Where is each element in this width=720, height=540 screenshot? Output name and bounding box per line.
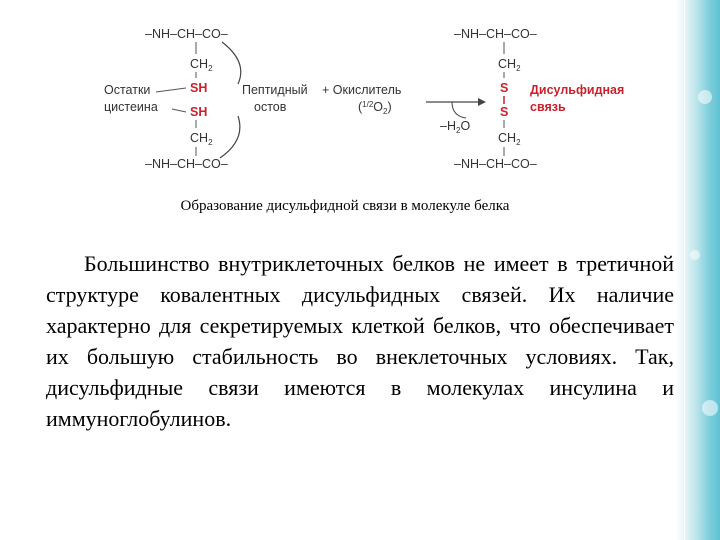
decorative-bubble [702, 400, 718, 416]
pointer-line [172, 109, 186, 112]
left-top-chain: –NH–CH–CO– [145, 27, 228, 41]
figure-caption: Образование дисульфидной связи в молекуле белка [180, 198, 510, 214]
body-paragraph: Большинство внутриклеточных белков не имеет в третичной структуре ковалентных дисульфидных связей. Их наличие характерно для секретируемых клеткой белков, что обеспечивает их большую стабильность во внеклеточных условиях. Так, дисульфидные связи имеются в молекулах инсулина и иммуноглобулинов. [46, 251, 674, 431]
decorative-side-panel [676, 0, 720, 540]
right-top-chain: –NH–CH–CO– [454, 27, 537, 41]
left-ch2-top: $CH_2$ [190, 57, 213, 73]
backbone-arrow-bottom [220, 116, 240, 158]
backbone-arrow-top [222, 42, 241, 84]
byproduct-label: $-H_2O$ [440, 119, 471, 135]
reaction-arrowhead [478, 98, 486, 106]
decorative-bubble [690, 250, 700, 260]
right-bottom-chain: –NH–CH–CO– [454, 157, 537, 171]
right-ch2-top: $CH_2$ [498, 57, 521, 73]
oxidant-formula: $(^{1/2}O_2)$ [358, 100, 392, 116]
cysteine-label-line1: Остатки [104, 83, 151, 97]
cysteine-label-line2: цистеина [104, 100, 158, 114]
backbone-label-line2: остов [254, 100, 287, 114]
decorative-line [684, 0, 685, 540]
pointer-line [156, 88, 186, 92]
left-sh-bottom: SH [190, 105, 208, 119]
oxidant-label: + Окислитель [322, 83, 402, 97]
byproduct-arrow [452, 102, 466, 118]
decorative-bubble [698, 90, 712, 104]
backbone-label-line1: Пептидный [242, 83, 308, 97]
left-bottom-chain: –NH–CH–CO– [145, 157, 228, 171]
right-ch2-bottom: $CH_2$ [498, 131, 521, 147]
disulfide-bond-diagram [90, 12, 650, 188]
right-s-top: S [500, 81, 509, 95]
disulfide-label-line2: связь [530, 100, 566, 114]
left-ch2-bottom: $CH_2$ [190, 131, 213, 147]
disulfide-label-line1: Дисульфидная [530, 83, 625, 97]
right-s-bottom: S [500, 105, 509, 119]
left-sh-top: SH [190, 81, 208, 95]
reaction-scheme [90, 12, 650, 188]
